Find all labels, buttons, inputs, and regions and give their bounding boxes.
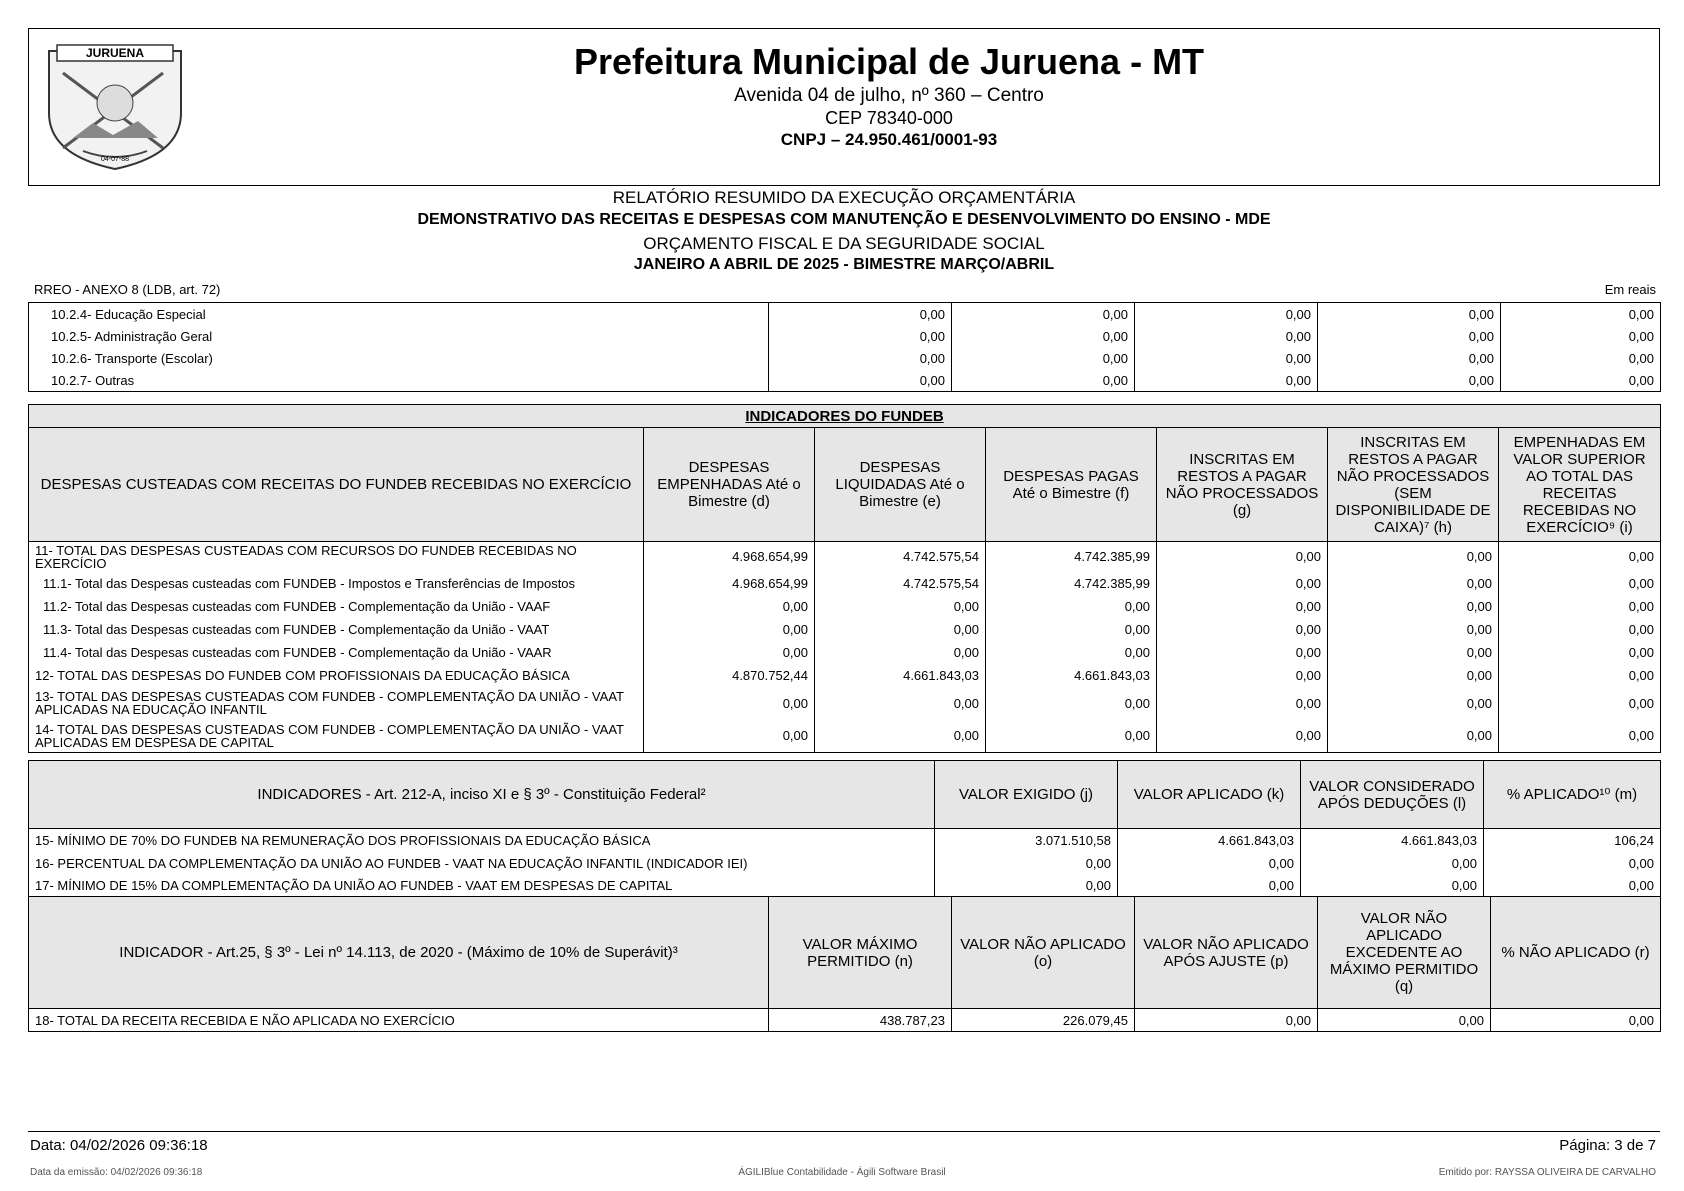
row-label: 10.2.6- Transporte (Escolar) [29,347,769,369]
table-row [29,542,1661,572]
row-label: 10.2.5- Administração Geral [29,325,769,347]
page-title: Prefeitura Municipal de Juruena - MT [573,41,1205,82]
value-cell: 0,00 [1318,303,1501,326]
value-cell: 438.787,23 [769,1009,952,1032]
value-cell: 4.661.843,03 [1118,829,1301,852]
value-cell: 0,00 [1318,347,1501,369]
value-cell: 0,00 [644,595,815,618]
value-cell: 0,00 [1499,572,1661,595]
value-cell: 0,00 [815,720,986,753]
column-header: VALOR MÁXIMO PERMITIDO (n) [769,897,952,1009]
column-header: VALOR NÃO APLICADO APÓS AJUSTE (p) [1135,897,1318,1009]
value-cell: 0,00 [1499,595,1661,618]
column-header: DESPESAS CUSTEADAS COM RECEITAS DO FUNDEB RECEBIDAS NO EXERCÍCIO [29,428,644,542]
footer-page: Página: 3 de 7 [1559,1137,1656,1154]
value-cell: 0,00 [1501,325,1661,347]
fundeb-indicators-table [28,404,1661,753]
value-cell: 0,00 [1157,572,1328,595]
value-cell: 0,00 [952,303,1135,326]
address: Avenida 04 de julho, nº 360 – Centro [734,85,1044,106]
value-cell: 0,00 [1135,325,1318,347]
value-cell: 0,00 [769,303,952,326]
annex-label: RREO - ANEXO 8 (LDB, art. 72) [34,282,221,297]
value-cell: 0,00 [1499,687,1661,720]
value-cell: 4.742.575,54 [815,542,986,572]
column-header: DESPESAS LIQUIDADAS Até o Bimestre (e) [815,428,986,542]
value-cell: 0,00 [644,641,815,664]
footer-emission: Data da emissão: 04/02/2026 09:36:18 [30,1167,203,1178]
header-box [28,28,1660,186]
table-row [29,347,1661,369]
report-title-2: DEMONSTRATIVO DAS RECEITAS E DESPESAS COM MANUTENÇÃO E DESENVOLVIMENTO DO ENSINO - MDE [417,211,1271,228]
value-cell: 0,00 [644,618,815,641]
row-label: 15- MÍNIMO DE 70% DO FUNDEB NA REMUNERAÇÃO DOS PROFISSIONAIS DA EDUCAÇÃO BÁSICA [29,829,935,852]
logo-text: JURUENA [85,46,145,60]
value-cell: 106,24 [1484,829,1661,852]
footer-divider [28,1131,1660,1132]
table-row [29,687,1661,720]
table-row [29,595,1661,618]
row-label: 17- MÍNIMO DE 15% DA COMPLEMENTAÇÃO DA UNIÃO AO FUNDEB - VAAT EM DESPESAS DE CAPITAL [29,875,935,898]
cep: CEP 78340-000 [825,108,953,128]
superavit-table [28,896,1661,1032]
value-cell: 0,00 [1157,687,1328,720]
row-label: 10.2.7- Outras [29,369,769,392]
value-cell: 0,00 [1501,303,1661,326]
value-cell: 0,00 [1318,369,1501,392]
value-cell: 0,00 [644,720,815,753]
table-row [29,641,1661,664]
column-header: VALOR NÃO APLICADO (o) [952,897,1135,1009]
table-row [29,875,1661,898]
value-cell: 0,00 [1484,852,1661,875]
column-header: VALOR NÃO APLICADO EXCEDENTE AO MÁXIMO PERMITIDO (q) [1318,897,1491,1009]
value-cell: 0,00 [1501,347,1661,369]
value-cell: 0,00 [1328,687,1499,720]
value-cell: 4.742.385,99 [986,572,1157,595]
value-cell: 0,00 [815,687,986,720]
value-cell: 0,00 [1301,875,1484,898]
value-cell: 0,00 [644,687,815,720]
value-cell: 0,00 [1328,595,1499,618]
fundeb-section-title: INDICADORES DO FUNDEB [29,405,1661,428]
value-cell: 4.661.843,03 [1301,829,1484,852]
row-label: 16- PERCENTUAL DA COMPLEMENTAÇÃO DA UNIÃO AO FUNDEB - VAAT NA EDUCAÇÃO INFANTIL (INDICADOR IEI) [29,852,935,875]
footer-software: ÁGILIBlue Contabilidade - Ágili Software Brasil [738,1167,946,1178]
value-cell: 0,00 [1499,618,1661,641]
value-cell: 0,00 [1157,641,1328,664]
column-header: % APLICADO¹⁰ (m) [1484,761,1661,829]
value-cell: 0,00 [1499,720,1661,753]
value-cell: 0,00 [1301,852,1484,875]
value-cell: 0,00 [1135,347,1318,369]
column-header: INDICADORES - Art. 212-A, inciso XI e § 3º - Constituição Federal² [29,761,935,829]
value-cell: 0,00 [1135,303,1318,326]
value-cell: 0,00 [815,595,986,618]
value-cell: 0,00 [1328,641,1499,664]
value-cell: 0,00 [952,325,1135,347]
value-cell: 4.968.654,99 [644,572,815,595]
value-cell: 0,00 [952,347,1135,369]
value-cell: 4.742.575,54 [815,572,986,595]
value-cell: 0,00 [1118,875,1301,898]
table-row [29,325,1661,347]
value-cell: 0,00 [1328,664,1499,687]
value-cell: 4.968.654,99 [644,542,815,572]
column-header: VALOR EXIGIDO (j) [935,761,1118,829]
value-cell: 3.071.510,58 [935,829,1118,852]
value-cell: 0,00 [1491,1009,1661,1032]
unit-label: Em reais [1604,282,1656,297]
column-header: INSCRITAS EM RESTOS A PAGAR NÃO PROCESSADOS (SEM DISPONIBILIDADE DE CAIXA)⁷ (h) [1328,428,1499,542]
footer-issued-by: Emitido por: RAYSSA OLIVEIRA DE CARVALHO [1438,1167,1656,1178]
row-label: 10.2.4- Educação Especial [29,303,769,326]
indicators-table [28,760,1661,898]
row-label: 11.1- Total das Despesas custeadas com FUNDEB - Impostos e Transferências de Impostos [29,572,644,595]
value-cell: 0,00 [1484,875,1661,898]
footer-date: Data: 04/02/2026 09:36:18 [30,1137,208,1154]
logo-date: 04-07-88 [100,156,130,163]
value-cell: 4.661.843,03 [986,664,1157,687]
value-cell: 0,00 [986,641,1157,664]
row-label: 13- TOTAL DAS DESPESAS CUSTEADAS COM FUNDEB - COMPLEMENTAÇÃO DA UNIÃO - VAAT APLICADAS NA EDUCAÇÃO INFANTIL [29,687,644,720]
table-row [29,852,1661,875]
table-row [29,664,1661,687]
value-cell: 0,00 [1499,542,1661,572]
value-cell: 0,00 [769,325,952,347]
row-label: 11.2- Total das Despesas custeadas com FUNDEB - Complementação da União - VAAF [29,595,644,618]
table-row [29,1009,1661,1032]
value-cell: 0,00 [1157,720,1328,753]
value-cell: 0,00 [986,687,1157,720]
value-cell: 0,00 [1135,1009,1318,1032]
column-header: % NÃO APLICADO (r) [1491,897,1661,1009]
report-title-3: ORÇAMENTO FISCAL E DA SEGURIDADE SOCIAL [643,234,1045,253]
value-cell: 0,00 [1157,595,1328,618]
row-label: 14- TOTAL DAS DESPESAS CUSTEADAS COM FUNDEB - COMPLEMENTAÇÃO DA UNIÃO - VAAT APLICADAS EM DESPESA DE CAPITAL [29,720,644,753]
value-cell: 0,00 [1118,852,1301,875]
mde-continuation-table [28,302,1661,392]
value-cell: 4.661.843,03 [815,664,986,687]
column-header: DESPESAS PAGAS Até o Bimestre (f) [986,428,1157,542]
value-cell: 0,00 [815,641,986,664]
value-cell: 0,00 [1499,641,1661,664]
column-header: INDICADOR - Art.25, § 3º - Lei nº 14.113, de 2020 - (Máximo de 10% de Superávit)³ [29,897,769,1009]
row-label: 11.3- Total das Despesas custeadas com FUNDEB - Complementação da União - VAAT [29,618,644,641]
value-cell: 0,00 [769,369,952,392]
value-cell: 0,00 [986,595,1157,618]
column-header: INSCRITAS EM RESTOS A PAGAR NÃO PROCESSADOS (g) [1157,428,1328,542]
value-cell: 0,00 [1318,1009,1491,1032]
column-header: EMPENHADAS EM VALOR SUPERIOR AO TOTAL DAS RECEITAS RECEBIDAS NO EXERCÍCIO⁹ (i) [1499,428,1661,542]
value-cell: 0,00 [986,618,1157,641]
value-cell: 0,00 [1328,720,1499,753]
table-row [29,303,1661,326]
value-cell: 0,00 [1501,369,1661,392]
column-header: DESPESAS EMPENHADAS Até o Bimestre (d) [644,428,815,542]
column-header: VALOR CONSIDERADO APÓS DEDUÇÕES (l) [1301,761,1484,829]
value-cell: 0,00 [935,875,1118,898]
table-row [29,618,1661,641]
report-title-1: RELATÓRIO RESUMIDO DA EXECUÇÃO ORÇAMENTÁRIA [612,188,1076,207]
value-cell: 0,00 [1135,369,1318,392]
value-cell: 226.079,45 [952,1009,1135,1032]
table-row [29,369,1661,392]
value-cell: 0,00 [1318,325,1501,347]
value-cell: 0,00 [1157,542,1328,572]
value-cell: 0,00 [815,618,986,641]
value-cell: 0,00 [1328,542,1499,572]
value-cell: 0,00 [986,720,1157,753]
table-row [29,720,1661,753]
cnpj: CNPJ – 24.950.461/0001-93 [780,130,998,149]
row-label: 12- TOTAL DAS DESPESAS DO FUNDEB COM PROFISSIONAIS DA EDUCAÇÃO BÁSICA [29,664,644,687]
value-cell: 0,00 [1499,664,1661,687]
row-label: 11- TOTAL DAS DESPESAS CUSTEADAS COM RECURSOS DO FUNDEB RECEBIDAS NO EXERCÍCIO [29,542,644,572]
value-cell: 0,00 [1157,664,1328,687]
value-cell: 4.870.752,44 [644,664,815,687]
table-row [29,829,1661,852]
value-cell: 0,00 [769,347,952,369]
value-cell: 0,00 [1328,618,1499,641]
table-row [29,572,1661,595]
value-cell: 0,00 [1328,572,1499,595]
report-title-4: JANEIRO A ABRIL DE 2025 - BIMESTRE MARÇO/ABRIL [633,256,1055,273]
column-header: VALOR APLICADO (k) [1118,761,1301,829]
value-cell: 0,00 [952,369,1135,392]
value-cell: 0,00 [1157,618,1328,641]
value-cell: 0,00 [935,852,1118,875]
value-cell: 4.742.385,99 [986,542,1157,572]
row-label: 11.4- Total das Despesas custeadas com FUNDEB - Complementação da União - VAAR [29,641,644,664]
row-label: 18- TOTAL DA RECEITA RECEBIDA E NÃO APLICADA NO EXERCÍCIO [29,1009,769,1032]
